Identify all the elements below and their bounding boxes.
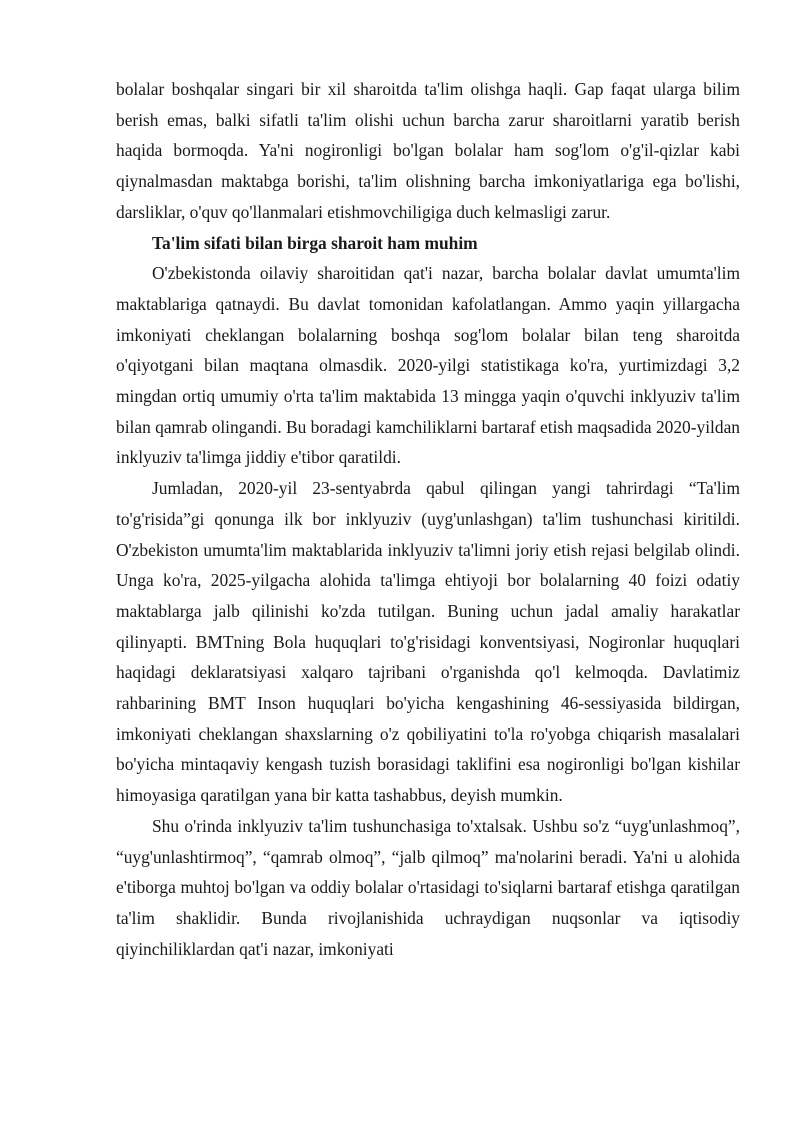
paragraph-inclusive-concept: Shu o'rinda inklyuziv ta'lim tushunchasiga to'xtalsak. Ushbu so'z “uyg'unlashmoq”, “uyg'unlashtirmoq”, “qamrab olmoq”, “jalb qilmoq” ma'nolarini beradi. Ya'ni u alohida e'tiborga muhtoj bo'lgan va oddiy bolalar o'rtasidagi to'siqlarni bartaraf etishga qaratilgan ta'lim shaklidir. Bunda rivojlanishida uchraydigan nuqsonlar va iqtisodiy qiyinchiliklardan qat'i nazar, imkoniyati — [116, 815, 740, 959]
section-heading: Ta'lim sifati bilan birga sharoit ham muhim — [152, 232, 478, 253]
document-page — [116, 74, 740, 964]
paragraph-continuation: bolalar boshqalar singari bir xil sharoitda ta'lim olishga haqli. Gap faqat ularga bilim berish emas, balki sifatli ta'lim olishi uchun barcha zarur sharoitlarni yaratib berish haqida bormoqda. Ya'ni nogironligi bo'lgan bolalar ham sog'lom o'g'il-qizlar kabi qiynalmasdan maktabga borishi, ta'lim olishning barcha imkoniyatlariga ega bo'lishi, darsliklar, o'quv qo'llanmalari etishmovchiligiga duch kelmasligi zarur. — [116, 79, 740, 222]
paragraph-uzbekistan-schools: O'zbekistonda oilaviy sharoitidan qat'i nazar, barcha bolalar davlat umumta'lim maktablariga qatnaydi. Bu davlat tomonidan kafolatlangan. Ammo yaqin yillargacha imkoniyati cheklangan bolalarning boshqa sog'lom bolalar bilan teng sharoitda o'qiyotgani bilan maqtana olmasdik. 2020-yilgi statistikaga ko'ra, yurtimizdagi 3,2 mingdan ortiq umumiy o'rta ta'lim maktabida 13 mingga yaqin o'quvchi inklyuziv ta'lim bilan qamrab olingandi. Bu boradagi kamchiliklarni bartaraf etish maqsadida 2020-yildan inklyuziv ta'limga jiddiy e'tibor qaratildi. — [116, 263, 740, 468]
paragraph-education-law: Jumladan, 2020-yil 23-sentyabrda qabul qilingan yangi tahrirdagi “Ta'lim to'g'risida”gi qonunga ilk bor inklyuziv (uyg'unlashgan) ta'lim tushunchasi kiritildi. O'zbekiston umumta'lim maktablarida inklyuziv ta'limni joriy etish rejasi belgilab olindi. Unga ko'ra, 2025-yilgacha alohida ta'limga ehtiyoji bor bolalarning 40 foizi odatiy maktablarga jalb qilinishi ko'zda tutilgan. Buning uchun jadal amaliy harakatlar qilinyapti. BMTning Bola huquqlari to'g'risidagi konventsiyasi, Nogironlar huquqlari haqidagi deklaratsiyasi xalqaro tajribani o'rganishda qo'l kelmoqda. Davlatimiz rahbarining BMT Inson huquqlari bo'yicha kengashining 46-sessiyasida bildirgan, imkoniyati cheklangan shaxslarning o'z qobiliyatini to'la ro'yobga chiqarish masalalari bo'yicha mintaqaviy kengash tuzish borasidagi taklifini esa nogironligi bo'lgan kishilar himoyasiga qaratilgan yana bir katta tashabbus, deyish mumkin. — [116, 478, 740, 806]
